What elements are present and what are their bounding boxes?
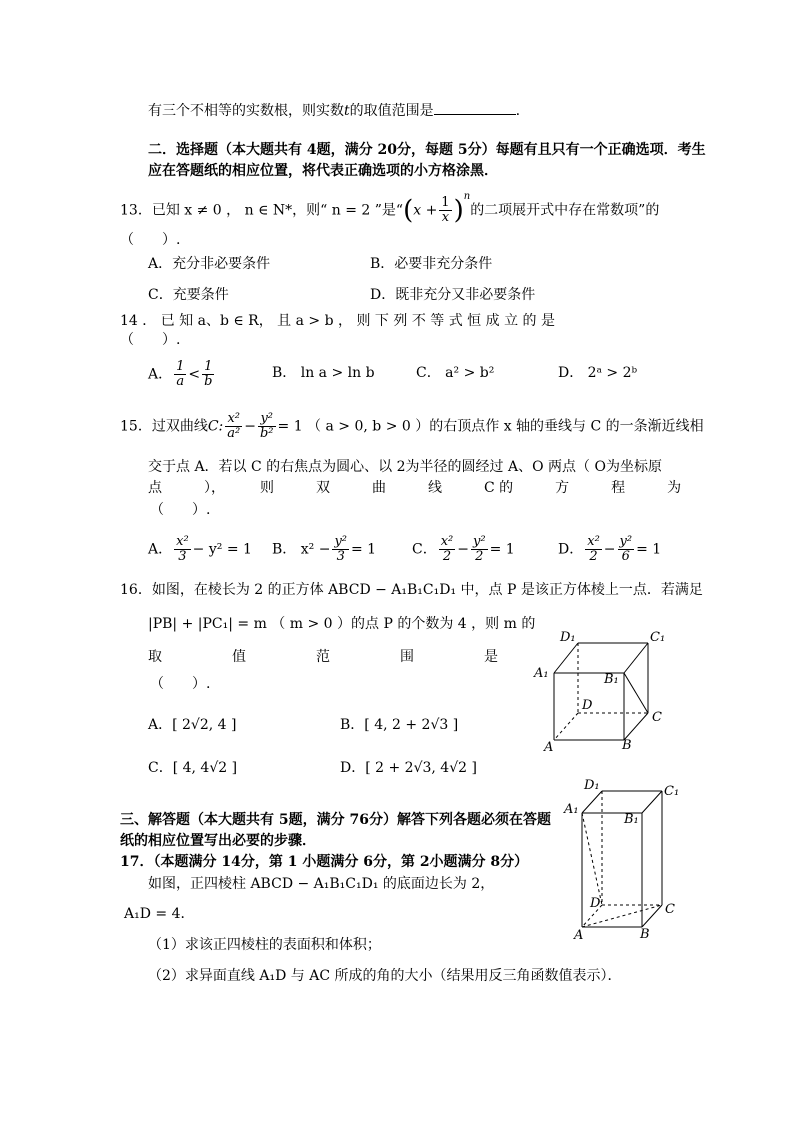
q15-stem: 15．过双曲线C: $\frac{\text{x²}}{\text{a²}}$ − $\frac{\text{y²}}{\text{b²}}$ = 1 （ a > 0, b > 0 ）的右顶点作 x 轴的垂线与 C 的一条渐近线相 [120, 411, 704, 441]
q14-option-c[interactable]: C． a² > b² [416, 365, 495, 381]
q12-end: 的取值范围是 [349, 103, 434, 119]
section3-header-line1: 三、解答题（本大题共有 5题，满分 76分）解答下列各题必须在答题 [120, 812, 551, 828]
section2-header-line1: 二．选择题（本大题共有 4题，满分 20分，每题 5分）每题有且只有一个正确选项．考生 [148, 142, 706, 158]
q15-option-d[interactable]: D． $\frac{\text{x²}}{2}$ − $\frac{\text{y²}}{6}$ = 1 [558, 534, 662, 564]
q17-line2: A₁D = 4． [124, 906, 195, 922]
q14-paren: （ ）. [120, 332, 181, 348]
label-a1: A₁ [564, 802, 579, 817]
q13-option-d[interactable]: D．既非充分又非必要条件 [370, 287, 536, 303]
q16-paren: （ ）. [150, 676, 211, 692]
label-d1: D₁ [560, 630, 576, 645]
label-a: A [544, 740, 554, 755]
q14-stem: 14 ． 已 知 a、b ∈ R， 且 a > b ， 则 下 列 不 等 式 恒 成 立 的 是 [120, 313, 555, 329]
q15-option-b[interactable]: B． x² − $\frac{\text{y²}}{3}$ = 1 [272, 534, 377, 564]
label-b: B [622, 738, 632, 753]
cube-figure [530, 625, 700, 755]
prism-figure [562, 775, 692, 945]
q16-line3: 取 值 范 围 是 [148, 649, 498, 665]
q13-stem-a: 13．已知 x ≠ 0 ， n ∈ N*，则“ n = 2 ”是“ [120, 202, 404, 219]
q16-option-b[interactable]: B．[ 4, 2 + 2√3 ] [340, 717, 459, 733]
label-c: C [665, 902, 675, 917]
label-b1: B₁ [604, 672, 619, 687]
right-paren-big: ) [453, 195, 464, 226]
label-c1: C₁ [664, 784, 680, 799]
q14-option-d[interactable]: D． 2ᵃ > 2ᵇ [558, 365, 638, 381]
q13-frac: $\frac{1}{x}$ [441, 195, 450, 225]
left-paren-big: ( [403, 195, 414, 226]
q16-option-d[interactable]: D．[ 2 + 2√3, 4√2 ] [340, 760, 477, 776]
q16-stem: 16．如图，在棱长为 2 的正方体 ABCD − A₁B₁C₁D₁ 中，点 P 是该正方体棱上一点．若满足 [120, 582, 703, 598]
q13-option-c[interactable]: C．充要条件 [148, 287, 229, 303]
section2-header-line2: 应在答题纸的相应位置，将代表正确选项的小方格涂黑． [148, 163, 498, 179]
q12-tail-line [148, 100, 520, 121]
q13-option-a[interactable]: A．充分非必要条件 [148, 256, 271, 272]
q13-stem [120, 190, 660, 226]
q16-option-a[interactable]: A．[ 2√2, 4 ] [148, 717, 237, 733]
q14-option-a[interactable]: A． $\frac{1}{a}$ < $\frac{1}{b}$ [148, 359, 213, 389]
label-a: A [574, 928, 584, 943]
q17-line1: 如图，正四棱柱 ABCD − A₁B₁C₁D₁ 的底面边长为 2， [148, 876, 495, 892]
answer-blank[interactable] [434, 100, 516, 115]
q15-line3: 点 ）， 则 双 曲 线 C 的 方 程 为 [148, 480, 682, 496]
q13-option-b[interactable]: B．必要非充分条件 [370, 256, 493, 272]
q12-period: . [515, 103, 521, 119]
q13-paren: （ ）. [120, 232, 181, 248]
q14-option-b[interactable]: B． ln a > ln b [272, 365, 375, 381]
q13-exp: n [463, 190, 471, 202]
label-b1: B₁ [624, 812, 639, 827]
q16-line2: |PB| + |PC₁| = m （ m > 0 ）的点 P 的个数为 4 ，则 m 的 [148, 616, 536, 632]
q15-option-c[interactable]: C． $\frac{\text{x²}}{2}$ − $\frac{\text{y²}}{2}$ = 1 [412, 534, 515, 564]
q17-sub1: （1）求该正四棱柱的表面积和体积； [148, 937, 381, 953]
label-b: B [640, 927, 650, 942]
q15-paren: （ ）. [150, 502, 211, 518]
q15-option-a[interactable]: A． $\frac{\text{x²}}{3}$ − y² = 1 [148, 534, 252, 564]
label-d1: D₁ [584, 778, 600, 793]
label-c: C [652, 710, 662, 725]
section3-header-line2: 纸的相应位置写出必要的步骤． [120, 833, 316, 849]
q13-inner: x + [413, 202, 438, 219]
label-a1: A₁ [534, 666, 549, 681]
q17-head: 17．（本题满分 14分，第 1 小题满分 6分，第 2小题满分 8分） [120, 854, 529, 870]
label-d: D [590, 896, 601, 911]
q13-stem-b: 的二项展开式中存在常数项”的 [470, 202, 660, 219]
q17-sub2: （2）求异面直线 A₁D 与 AC 所成的角的大小（结果用反三角函数值表示）． [148, 968, 622, 984]
q15-line2: 交于点 A．若以 C 的右焦点为圆心、以 2为半径的圆经过 A、O 两点（ O为坐标原 [148, 459, 662, 475]
label-c1: C₁ [650, 630, 666, 645]
q16-option-c[interactable]: C．[ 4, 4√2 ] [148, 760, 238, 776]
label-d: D [582, 698, 593, 713]
q12-var: t [344, 103, 350, 119]
q12-text: 有三个不相等的实数根，则实数 [148, 103, 344, 119]
